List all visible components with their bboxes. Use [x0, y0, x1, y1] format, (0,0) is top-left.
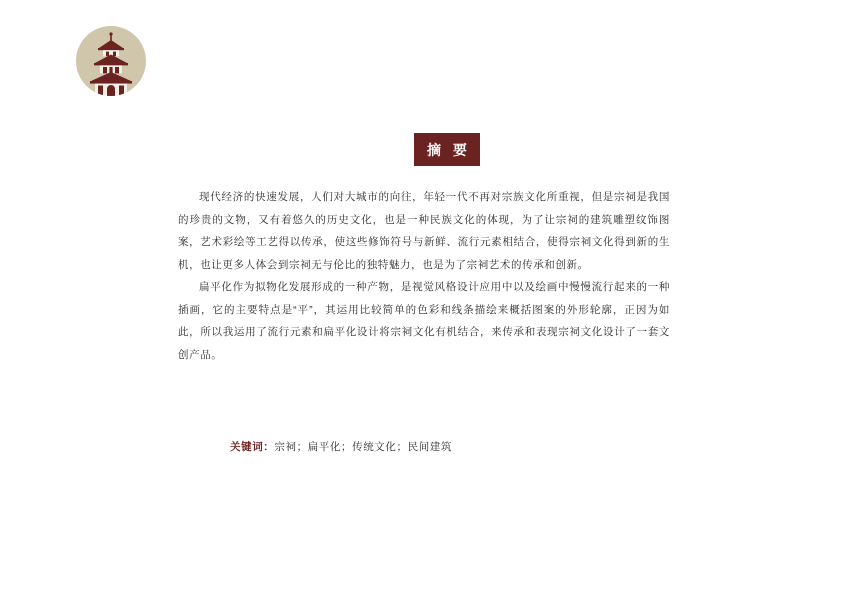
page-title: 摘 要 — [427, 141, 471, 158]
keywords-label: 关键词： — [230, 441, 275, 453]
pagoda-icon — [76, 26, 146, 96]
abstract-body — [178, 186, 670, 366]
section-heading-banner — [414, 133, 480, 166]
abstract-paragraph: 现代经济的快速发展，人们对大城市的向往，年轻一代不再对宗族文化所重视，但是宗祠是我国的珍贵的文物，又有着悠久的历史文化，也是一种民族文化的体现，为了让宗祠的建筑雕塑纹饰图案，艺术彩绘等工艺得以传承，使这些修饰符号与新鲜、流行元素相结合，使得宗祠文化得到新的生机，也让更多人体会到宗祠无与伦比的独特魅力，也是为了宗祠艺术的传承和创新。 — [178, 191, 670, 271]
keywords-line — [230, 437, 670, 457]
abstract-paragraph: 扁平化作为拟物化发展形成的一种产物，是视觉风格设计应用中以及绘画中慢慢流行起来的一种插画，它的主要特点是“平”，其运用比较简单的色彩和线条描绘来概括图案的外形轮廓，正因为如此，所以我运用了流行元素和扁平化设计将宗祠文化有机结合，来传承和表现宗祠文化设计了一套文创产品。 — [178, 281, 670, 361]
logo — [76, 26, 146, 96]
keywords-value: 宗祠；扁平化；传统文化；民间建筑 — [274, 441, 453, 453]
